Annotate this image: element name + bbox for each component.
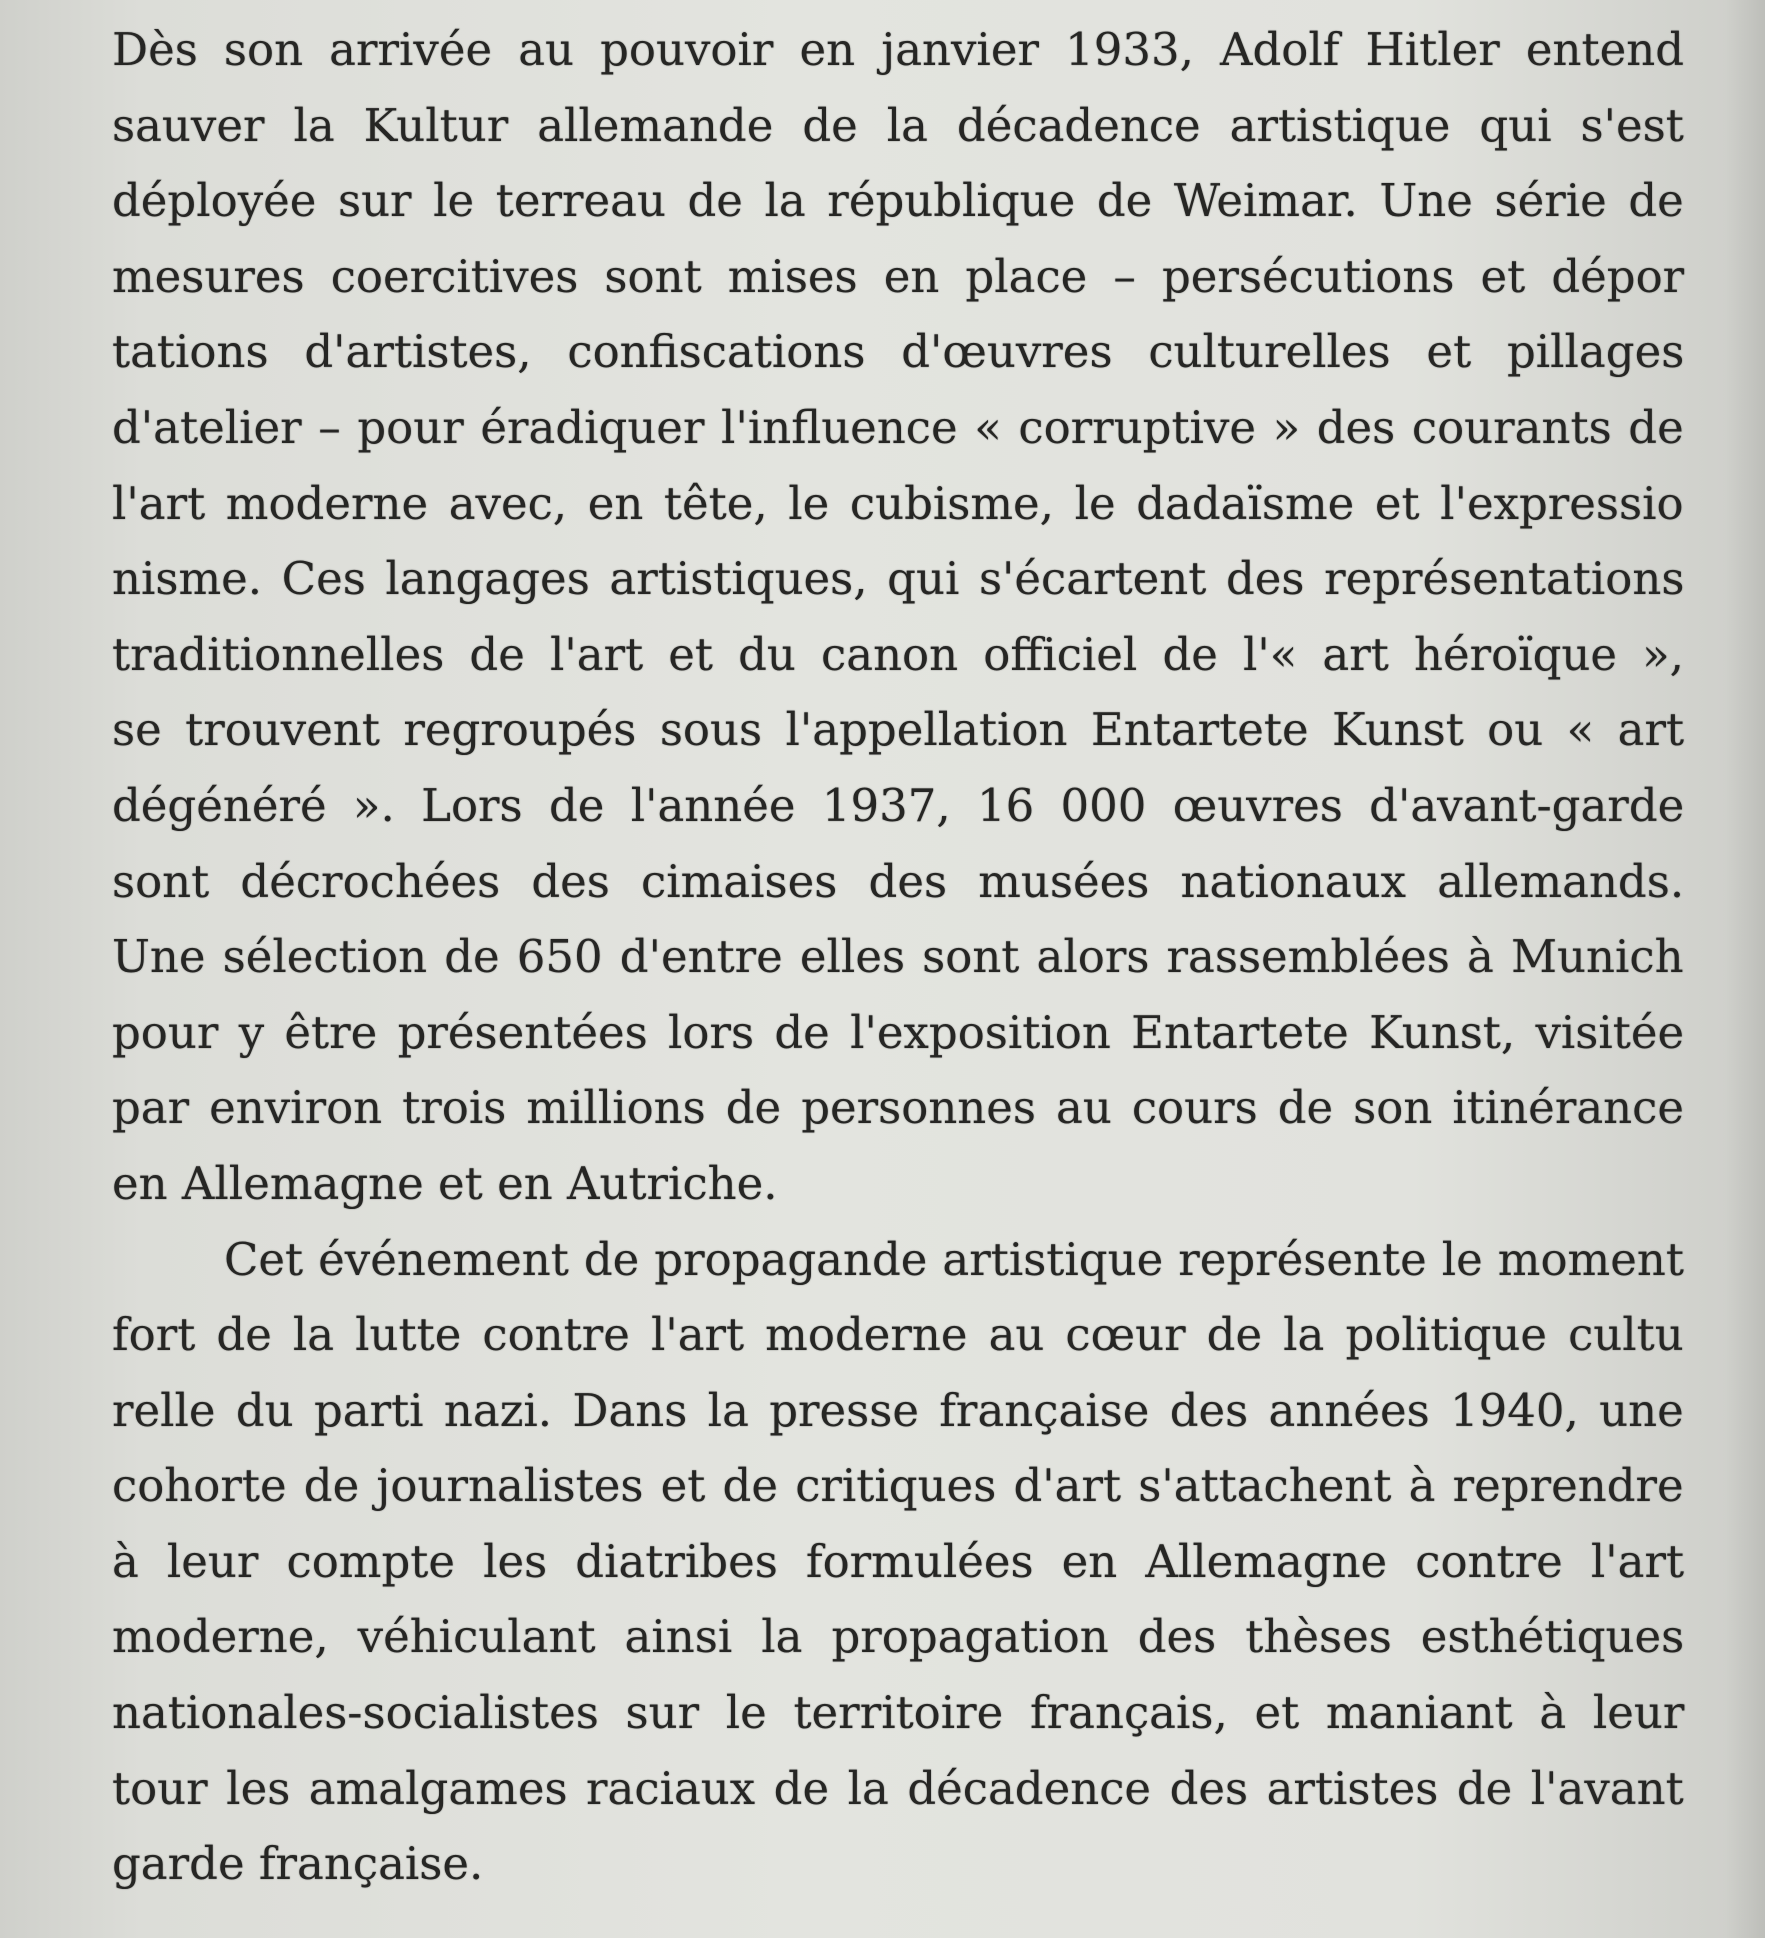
text-line: dégénéré ». Lors de l'année 1937, 16 000 œuvres d'avant-garde bbox=[112, 778, 1685, 832]
text-line: mesures coercitives sont mises en place – persécutions et dépor bbox=[112, 249, 1685, 303]
text-line: fort de la lutte contre l'art moderne au cœur de la politique cultu bbox=[112, 1308, 1684, 1362]
text-line: nationales-socialistes sur le territoire français, et maniant à leur bbox=[112, 1686, 1685, 1740]
text-line: en Allemagne et en Autriche. bbox=[112, 1156, 778, 1210]
text-line: se trouvent regroupés sous l'appellation Entartete Kunst ou « art bbox=[112, 703, 1685, 757]
text-line: l'art moderne avec, en tête, le cubisme, le dadaïsme et l'expressio bbox=[112, 476, 1684, 530]
text-line: traditionnelles de l'art et du canon officiel de l'« art héroïque », bbox=[112, 627, 1684, 681]
paragraph-1 bbox=[112, 12, 1684, 1222]
page-edge-shadow bbox=[1725, 0, 1765, 1938]
text-line: par environ trois millions de personnes au cours de son itinérance bbox=[112, 1081, 1684, 1135]
body-text bbox=[112, 12, 1684, 1902]
text-line: Une sélection de 650 d'entre elles sont alors rassemblées à Munich bbox=[112, 930, 1684, 984]
text-line: à leur compte les diatribes formulées en Allemagne contre l'art bbox=[112, 1534, 1685, 1588]
text-line: Cet événement de propagande artistique représente le moment bbox=[224, 1232, 1684, 1286]
text-line: tations d'artistes, confiscations d'œuvres culturelles et pillages bbox=[112, 325, 1685, 379]
text-line: d'atelier – pour éradiquer l'influence « corruptive » des courants de bbox=[112, 400, 1684, 454]
paragraph-2 bbox=[112, 1222, 1684, 1902]
text-line: tour les amalgames raciaux de la décadence des artistes de l'avant bbox=[112, 1761, 1684, 1815]
text-line: Dès son arrivée au pouvoir en janvier 1933, Adolf Hitler entend bbox=[112, 23, 1685, 76]
text-line: cohorte de journalistes et de critiques d'art s'attachent à reprendre bbox=[112, 1459, 1684, 1513]
text-line: pour y être présentées lors de l'exposition Entartete Kunst, visitée bbox=[112, 1005, 1685, 1059]
text-line: relle du parti nazi. Dans la presse française des années 1940, une bbox=[112, 1383, 1684, 1437]
text-line: nisme. Ces langages artistiques, qui s'écartent des représentations bbox=[112, 552, 1685, 606]
text-line: sauver la Kultur allemande de la décadence artistique qui s'est bbox=[112, 98, 1684, 152]
text-line: sont décrochées des cimaises des musées nationaux allemands. bbox=[112, 854, 1685, 908]
text-line: moderne, véhiculant ainsi la propagation des thèses esthétiques bbox=[112, 1610, 1685, 1664]
text-line: déployée sur le terreau de la république de Weimar. Une série de bbox=[112, 174, 1684, 228]
text-line: garde française. bbox=[112, 1837, 484, 1891]
